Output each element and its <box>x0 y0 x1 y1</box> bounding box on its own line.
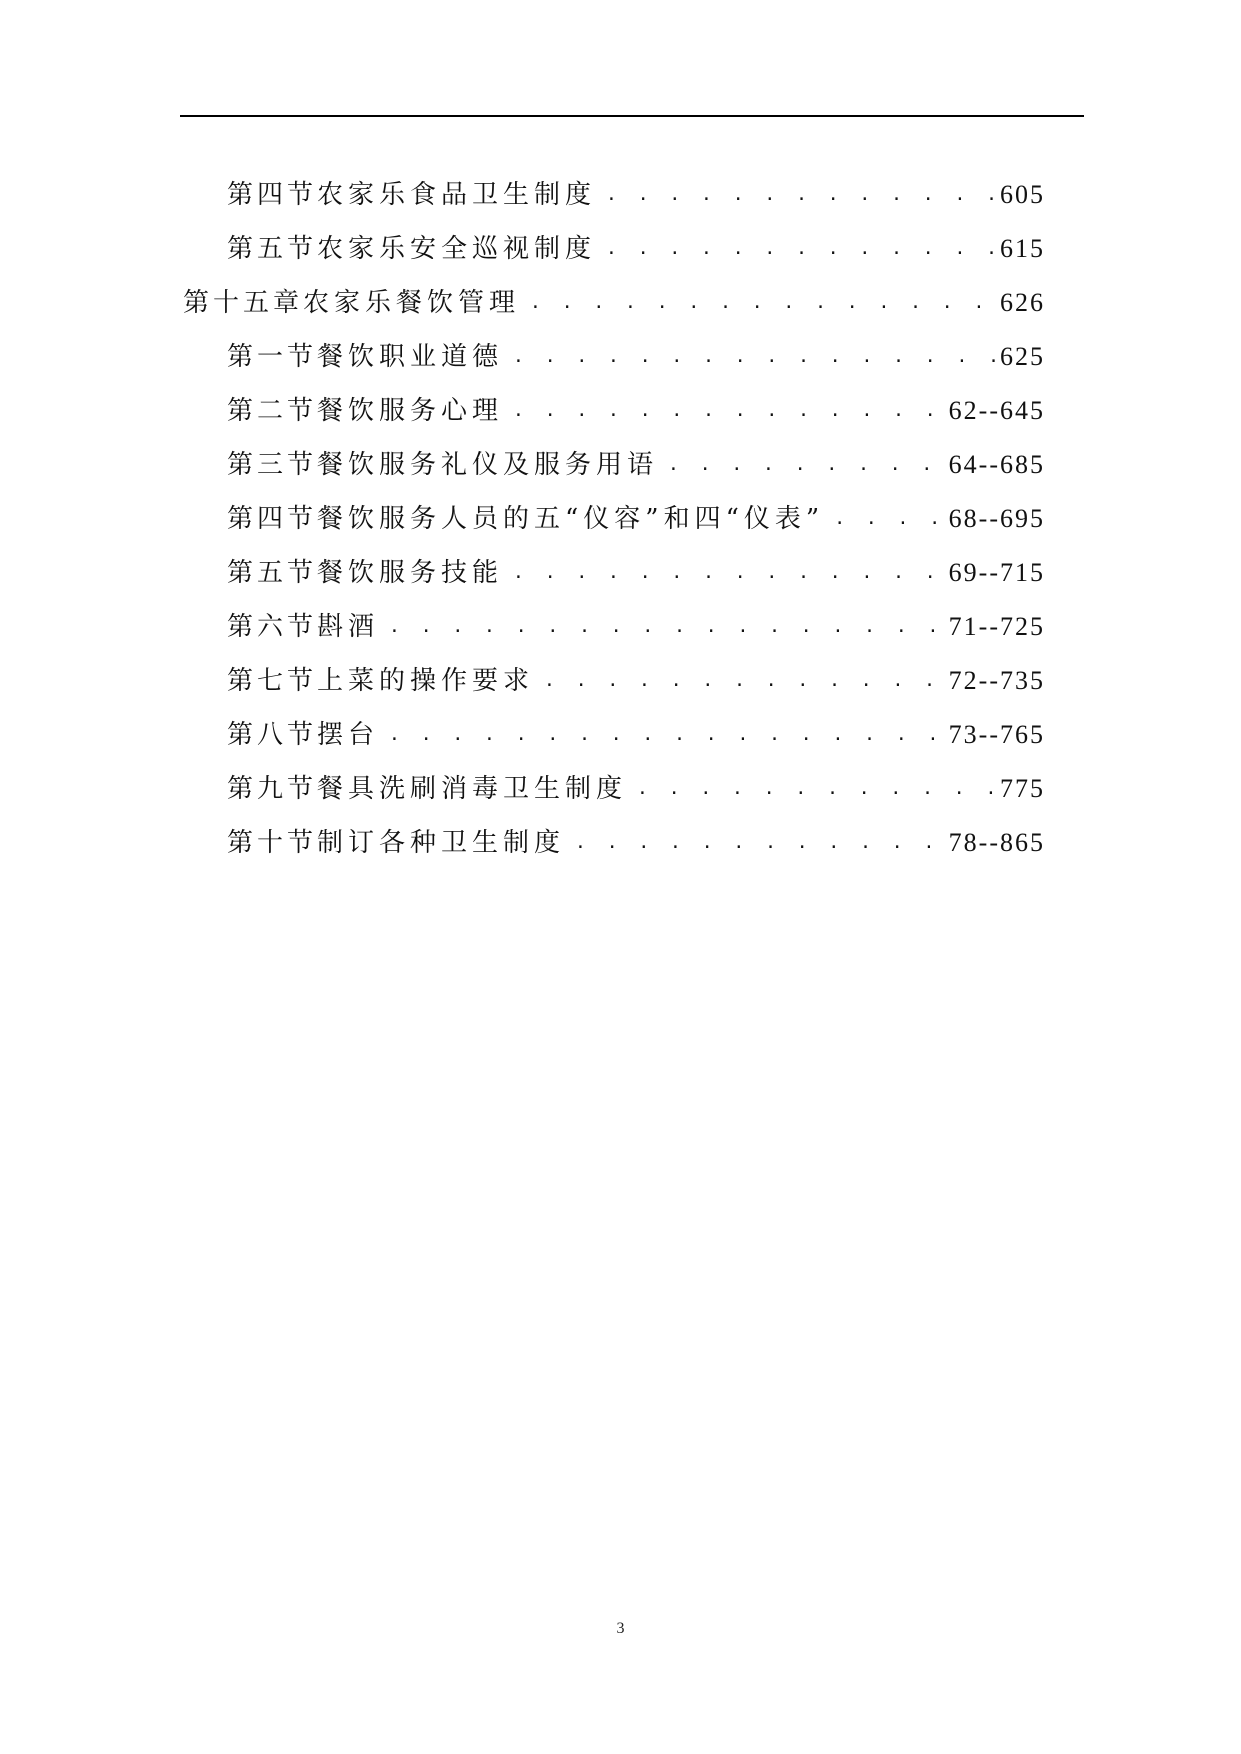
toc-entry-title: 制订各种卫生制度 <box>317 828 566 858</box>
dot-leader <box>606 182 996 208</box>
toc-entry[interactable] <box>183 316 1045 370</box>
dot-leader <box>513 398 945 424</box>
toc-entry[interactable] <box>183 694 1045 748</box>
dot-leader <box>530 290 996 316</box>
toc-entry-page: 72--735 <box>948 666 1045 695</box>
toc-entry-number: 第十节 <box>227 828 318 858</box>
toc-entry-title: 餐饮服务人员的五“仪容”和四“仪表” <box>317 504 825 534</box>
toc-entry-title: 餐饮服务礼仪及服务用语 <box>317 450 659 480</box>
dot-leader <box>389 614 945 640</box>
dot-leader <box>513 344 996 370</box>
toc-entry-page: 78--865 <box>948 828 1045 857</box>
toc-entry-page: 71--725 <box>948 612 1045 641</box>
toc-entry-page: 625 <box>1000 342 1045 371</box>
toc-entry-page: 69--715 <box>948 558 1045 587</box>
toc-entry-title: 餐饮服务技能 <box>317 558 504 588</box>
toc-entry-title: 农家乐食品卫生制度 <box>317 180 597 210</box>
toc-entry-page: 626 <box>1000 288 1045 317</box>
toc-entry-number: 第十五章 <box>183 288 304 318</box>
toc-entry-page: 775 <box>1000 774 1045 803</box>
toc-entry-number: 第六节 <box>227 612 318 642</box>
dot-leader <box>389 722 945 748</box>
toc-entry-number: 第三节 <box>227 450 318 480</box>
toc-entry-page: 73--765 <box>948 720 1045 749</box>
toc-entry[interactable] <box>183 154 1045 208</box>
toc-entry-number: 第一节 <box>227 342 318 372</box>
toc-entry[interactable] <box>183 478 1045 532</box>
toc-entry[interactable] <box>183 370 1045 424</box>
toc-entry-title: 农家乐餐饮管理 <box>303 288 521 318</box>
dot-leader <box>606 236 996 262</box>
toc-entry-title: 餐饮职业道德 <box>317 342 504 372</box>
toc-entry-number: 第九节 <box>227 774 318 804</box>
dot-leader <box>834 506 944 532</box>
toc-entry-number: 第五节 <box>227 234 318 264</box>
dot-leader <box>544 668 945 694</box>
dot-leader <box>668 452 945 478</box>
toc-chapter-entry[interactable] <box>183 262 1045 316</box>
toc-entry-title: 上菜的操作要求 <box>317 666 535 696</box>
toc-entry-page: 68--695 <box>948 504 1045 533</box>
toc-entry[interactable] <box>183 748 1045 802</box>
toc-entry-title: 餐饮服务心理 <box>317 396 504 426</box>
table-of-contents <box>183 154 1045 856</box>
toc-entry-number: 第二节 <box>227 396 318 426</box>
toc-entry-title: 斟酒 <box>317 612 380 642</box>
toc-entry-page: 64--685 <box>948 450 1045 479</box>
toc-entry-page: 605 <box>1000 180 1045 209</box>
toc-entry-title: 摆台 <box>317 720 380 750</box>
toc-entry[interactable] <box>183 424 1045 478</box>
toc-entry[interactable] <box>183 802 1045 856</box>
toc-entry-title: 餐具洗刷消毒卫生制度 <box>317 774 628 804</box>
toc-entry[interactable] <box>183 586 1045 640</box>
toc-entry-page: 615 <box>1000 234 1045 263</box>
header-rule <box>180 115 1084 117</box>
toc-entry[interactable] <box>183 640 1045 694</box>
toc-entry-number: 第七节 <box>227 666 318 696</box>
toc-entry-page: 62--645 <box>948 396 1045 425</box>
dot-leader <box>513 560 945 586</box>
toc-entry-number: 第四节 <box>227 180 318 210</box>
toc-entry[interactable] <box>183 208 1045 262</box>
toc-entry-number: 第八节 <box>227 720 318 750</box>
toc-entry[interactable] <box>183 532 1045 586</box>
toc-entry-number: 第五节 <box>227 558 318 588</box>
page-number: 3 <box>616 1620 625 1637</box>
toc-entry-number: 第四节 <box>227 504 318 534</box>
dot-leader <box>575 830 945 856</box>
dot-leader <box>637 776 996 802</box>
toc-entry-title: 农家乐安全巡视制度 <box>317 234 597 264</box>
